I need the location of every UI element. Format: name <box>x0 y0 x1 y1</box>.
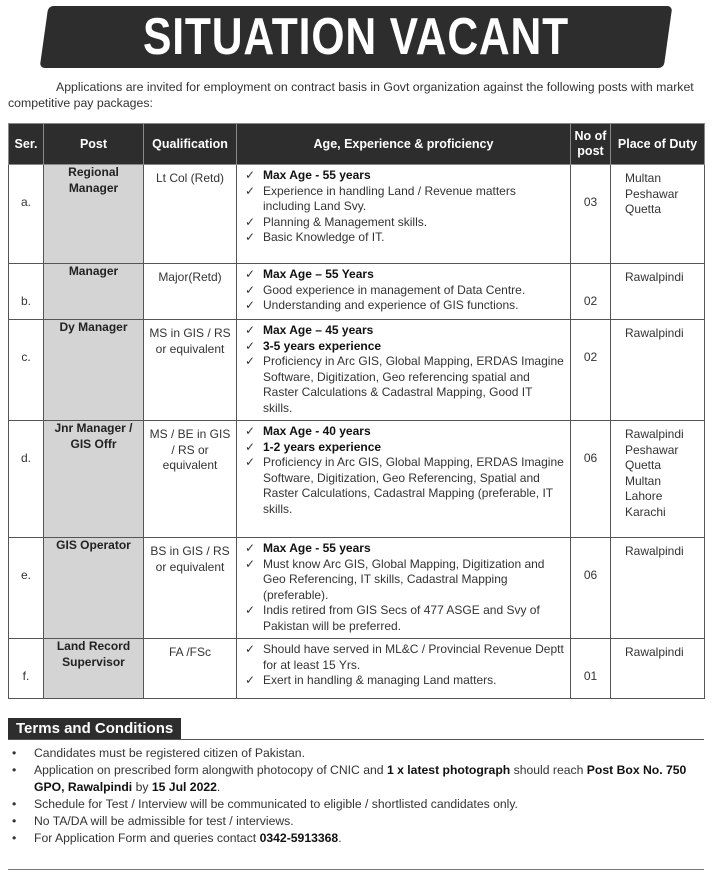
checkmark-icon: ✓ <box>245 230 256 244</box>
requirement-text: Exert in handling & managing Land matters. <box>263 673 497 687</box>
terms-deadline: 15 Jul 2022 <box>151 780 217 794</box>
terms-text: . <box>338 831 342 845</box>
cell-no-of-post: 02 <box>571 320 611 421</box>
checkmark-icon: ✓ <box>245 642 256 656</box>
terms-text: by <box>132 780 152 794</box>
table-row <box>9 320 705 421</box>
cell-place <box>611 639 705 699</box>
cell-ser: c. <box>9 320 44 421</box>
cell-ser: e. <box>9 538 44 639</box>
checkmark-icon: ✓ <box>245 267 256 281</box>
requirements-list <box>245 424 564 517</box>
place-item: Quetta <box>625 202 662 216</box>
bottom-divider <box>8 869 704 870</box>
requirements-list <box>245 323 564 416</box>
cell-requirements <box>237 421 571 538</box>
requirements-list <box>245 541 564 634</box>
requirement-item <box>245 440 564 456</box>
page-title: SITUATION VACANT <box>142 8 570 66</box>
requirement-text: Max Age - 55 years <box>263 168 371 182</box>
terms-item <box>8 813 704 830</box>
place-item: Peshawar <box>625 442 679 457</box>
requirement-item <box>245 184 564 215</box>
checkmark-icon: ✓ <box>245 673 256 687</box>
terms-text: should reach <box>510 763 587 777</box>
requirement-item <box>245 323 564 339</box>
requirement-text: Must know Arc GIS, Global Mapping, Digitization and Geo Referencing, IT skills, Cadastral Mapping (preferable). <box>263 556 545 602</box>
requirement-item <box>245 424 564 440</box>
cell-ser: a. <box>9 165 44 264</box>
checkmark-icon: ✓ <box>245 424 256 438</box>
cell-no-of-post: 03 <box>571 165 611 264</box>
requirement-item <box>245 673 564 689</box>
table-header-row <box>9 124 705 165</box>
table-row <box>9 421 705 538</box>
cell-no-of-post: 06 <box>571 538 611 639</box>
cell-ser: b. <box>9 264 44 320</box>
cell-requirements <box>237 538 571 639</box>
requirements-list <box>245 168 564 246</box>
place-item: Lahore <box>625 489 663 503</box>
checkmark-icon: ✓ <box>245 556 256 571</box>
terms-text: No TA/DA will be admissible for test / interviews. <box>34 814 294 828</box>
place-item: Rawalpindi <box>625 427 684 441</box>
cell-qualification: FA /FSc <box>144 639 237 699</box>
checkmark-icon: ✓ <box>245 323 256 337</box>
place-item: Rawalpindi <box>625 270 684 284</box>
requirement-item <box>245 230 564 246</box>
bullet-icon: • <box>12 746 17 760</box>
checkmark-icon: ✓ <box>245 168 256 182</box>
cell-post: GIS Operator <box>44 538 144 639</box>
requirement-item <box>245 215 564 231</box>
col-header-place: Place of Duty <box>611 124 705 165</box>
requirement-text: Planning & Management skills. <box>263 214 428 229</box>
cell-requirements <box>237 165 571 264</box>
requirement-text: Good experience in management of Data Centre. <box>263 282 526 297</box>
terms-address: Post Box No. 750 GPO, Rawalpindi <box>34 763 687 794</box>
requirement-text: Proficiency in Arc GIS, Global Mapping, ERDAS Imagine Software, Digitization, Geo Referencing, Spatial and Raster Calculations, Cadastral Mapping (preferable, IT skills. <box>263 455 564 516</box>
cell-post: Manager <box>44 264 144 320</box>
cell-post: Dy Manager <box>44 320 144 421</box>
checkmark-icon: ✓ <box>245 338 256 353</box>
requirement-text: Should have served in ML&C / Provincial Revenue Deptt for at least 15 Yrs. <box>263 642 564 672</box>
bullet-icon: • <box>12 831 17 845</box>
place-item: Rawalpindi <box>625 645 684 659</box>
requirement-text: 3-5 years experience <box>263 338 382 353</box>
terms-heading: Terms and Conditions <box>8 718 181 739</box>
cell-ser: d. <box>9 421 44 538</box>
requirement-item <box>245 168 564 184</box>
requirement-text: Indis retired from GIS Secs of 477 ASGE and Svy of Pakistan will be preferred. <box>263 603 540 633</box>
terms-text: For Application Form and queries contact <box>34 831 260 845</box>
cell-qualification: Major(Retd) <box>144 264 237 320</box>
cell-requirements <box>237 639 571 699</box>
requirement-item <box>245 603 564 634</box>
cell-place <box>611 165 705 264</box>
terms-item <box>8 745 704 762</box>
place-item: Rawalpindi <box>625 326 684 340</box>
checkmark-icon: ✓ <box>245 354 256 368</box>
cell-place <box>611 320 705 421</box>
place-item: Peshawar <box>625 186 679 201</box>
requirement-text: Experience in handling Land / Revenue matters including Land Svy. <box>263 183 516 213</box>
requirement-text: Max Age - 40 years <box>263 424 371 438</box>
requirement-item <box>245 298 564 314</box>
terms-text: Candidates must be registered citizen of Pakistan. <box>34 746 305 760</box>
title-banner <box>0 0 712 78</box>
checkmark-icon: ✓ <box>245 455 256 469</box>
requirement-text: Max Age – 55 Years <box>263 267 374 281</box>
cell-post: Jnr Manager / GIS Offr <box>44 421 144 538</box>
checkmark-icon: ✓ <box>245 541 256 555</box>
checkmark-icon: ✓ <box>245 603 256 617</box>
requirement-item <box>245 642 564 673</box>
requirement-item <box>245 283 564 299</box>
intro-paragraph: Applications are invited for employment on contract basis in Govt organization against the following posts with market competitive pay packages: <box>8 80 694 110</box>
terms-heading-bar <box>8 718 704 740</box>
cell-qualification: MS / BE in GIS / RS or equivalent <box>144 421 237 538</box>
requirement-item <box>245 267 564 283</box>
table-row <box>9 538 705 639</box>
requirement-text: Max Age - 55 years <box>263 541 371 555</box>
requirements-list <box>245 642 564 689</box>
cell-no-of-post: 01 <box>571 639 611 699</box>
col-header-no-of-post: No of post <box>571 124 611 165</box>
place-item: Multan <box>625 473 662 488</box>
cell-post: Land Record Supervisor <box>44 639 144 699</box>
requirement-item <box>245 557 564 604</box>
place-item: Karachi <box>625 504 666 519</box>
bullet-icon: • <box>12 814 17 828</box>
terms-photo: 1 x latest photograph <box>386 763 511 777</box>
col-header-post: Post <box>44 124 144 165</box>
requirement-item <box>245 339 564 355</box>
table-row <box>9 639 705 699</box>
checkmark-icon: ✓ <box>245 214 256 229</box>
requirement-text: Basic Knowledge of IT. <box>263 230 385 244</box>
requirement-item <box>245 541 564 557</box>
cell-requirements <box>237 320 571 421</box>
requirement-text: 1-2 years experience <box>263 439 382 454</box>
cell-qualification: BS in GIS / RS or equivalent <box>144 538 237 639</box>
requirement-text: Understanding and experience of GIS functions. <box>263 298 519 312</box>
cell-qualification: Lt Col (Retd) <box>144 165 237 264</box>
cell-ser: f. <box>9 639 44 699</box>
col-header-qualification: Qualification <box>144 124 237 165</box>
vacancy-table <box>8 123 705 699</box>
col-header-ser: Ser. <box>9 124 44 165</box>
cell-requirements <box>237 264 571 320</box>
terms-item <box>8 830 704 847</box>
bullet-icon: • <box>12 797 17 811</box>
table-row <box>9 264 705 320</box>
checkmark-icon: ✓ <box>245 298 256 312</box>
cell-place <box>611 421 705 538</box>
cell-post: Regional Manager <box>44 165 144 264</box>
checkmark-icon: ✓ <box>245 183 256 198</box>
terms-text: . <box>216 780 221 794</box>
place-item: Rawalpindi <box>625 544 684 558</box>
requirement-item <box>245 354 564 416</box>
terms-item <box>8 762 704 796</box>
checkmark-icon: ✓ <box>245 439 256 454</box>
requirement-text: Proficiency in Arc GIS, Global Mapping, ERDAS Imagine Software, Digitization, Geo referencing spatial and Raster Calculations & Cadastral Mapping, Good IT skills. <box>263 354 564 415</box>
bullet-icon: • <box>12 763 17 777</box>
requirement-item <box>245 455 564 517</box>
terms-text: Schedule for Test / Interview will be communicated to eligible / shortlisted candidates only. <box>34 797 518 811</box>
requirement-text: Max Age – 45 years <box>263 323 374 337</box>
requirements-list <box>245 267 564 314</box>
checkmark-icon: ✓ <box>245 282 256 297</box>
cell-no-of-post: 02 <box>571 264 611 320</box>
terms-item <box>8 796 704 813</box>
cell-place <box>611 264 705 320</box>
place-item: Multan <box>625 171 662 185</box>
table-row <box>9 165 705 264</box>
cell-qualification: MS in GIS / RS or equivalent <box>144 320 237 421</box>
cell-place <box>611 538 705 639</box>
cell-no-of-post: 06 <box>571 421 611 538</box>
col-header-age: Age, Experience & proficiency <box>237 124 571 165</box>
place-item: Quetta <box>625 458 662 472</box>
contact-phone: 0342-5913368 <box>259 831 339 845</box>
terms-list <box>8 745 704 847</box>
terms-text: Application on prescribed form alongwith photocopy of CNIC and <box>34 763 387 777</box>
